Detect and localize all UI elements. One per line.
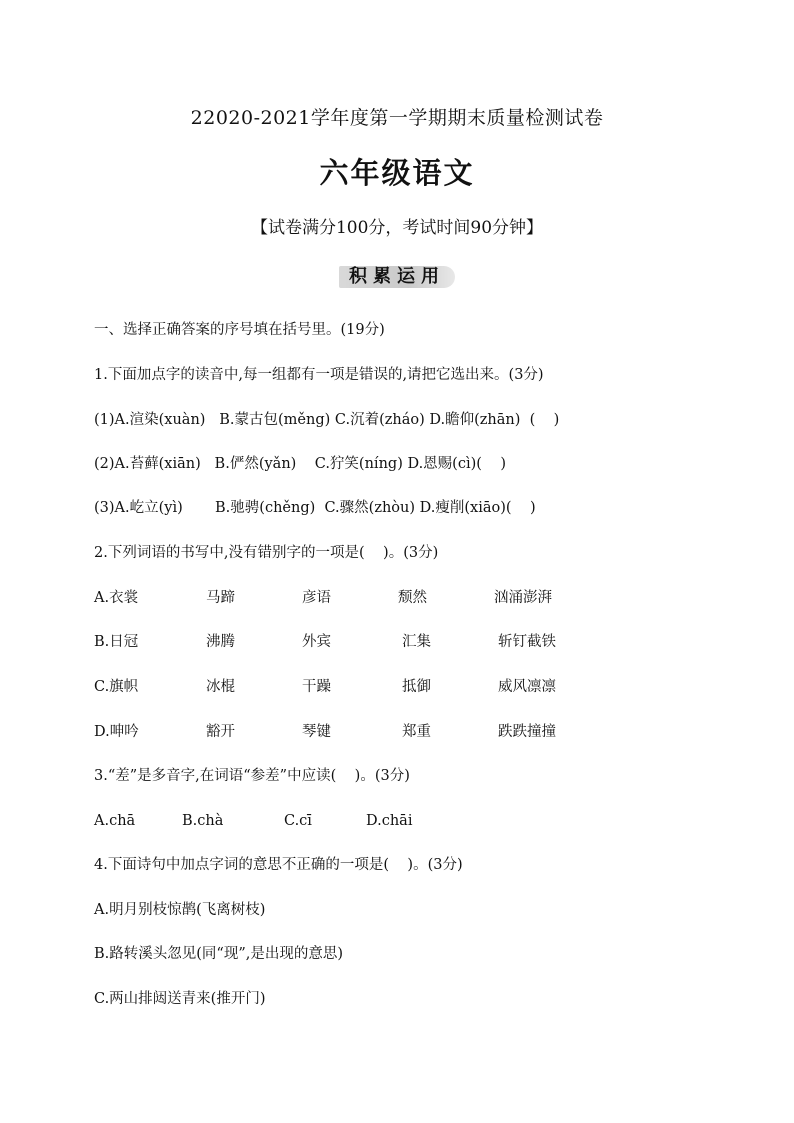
q3-stem: 3.“差”是多音字,在词语“参差”中应读( )。(3分) [94,768,410,784]
q1-stem: 1.下面加点字的读音中,每一组都有一项是错误的,请把它选出来。(3分) [94,367,544,383]
q2-b-word-4: 汇集 [402,634,431,650]
q2-a-word-3: 彦语 [302,590,331,606]
q2-b-word-1: B.日冠 [94,634,139,650]
q3-option-c: C.cī [284,813,312,829]
q1-row-1: (1)A.渲染(xuàn) B.蒙古包(měng) C.沉着(zháo) D.瞻仰(zhān) ( ) [94,412,560,428]
q4-option-c: C.两山排闼送青来(推开门) [94,991,266,1007]
q2-stem: 2.下列词语的书写中,没有错别字的一项是( )。(3分) [94,545,439,561]
q2-d-word-2: 豁开 [206,724,235,740]
section-banner-label: 积累运用 [349,266,445,287]
q2-d-word-3: 琴键 [302,724,331,740]
q2-c-word-4: 抵御 [402,679,431,695]
part1-heading: 一、选择正确答案的序号填在括号里。(19分) [94,322,385,338]
section-banner [339,264,455,290]
q2-d-word-1: D.呻吟 [94,724,139,740]
score-note: 【试卷满分100分，考试时间90分钟】 [250,218,544,238]
q2-d-word-4: 郑重 [402,724,431,740]
q4-option-a: A.明月别枝惊鹊(飞离树枝) [94,902,266,918]
q2-a-word-5: 汹涌澎湃 [494,590,552,606]
q2-c-word-3: 干躁 [302,679,331,695]
q2-a-word-1: A.衣裳 [94,590,139,606]
exam-title: 22020-2021学年度第一学期期末质量检测试卷 [190,107,604,129]
q1-row-3: (3)A.屹立(yì) B.驰骋(chěng) C.骤然(zhòu) D.瘦削(xiāo)( ) [94,500,536,516]
q2-a-word-4: 颓然 [398,590,427,606]
q2-b-word-5: 斩钉截铁 [498,634,556,650]
q2-a-word-2: 马蹄 [206,590,235,606]
q3-option-b: B.chà [182,813,224,829]
q2-b-word-3: 外宾 [302,634,331,650]
q4-option-b: B.路转溪头忽见(同“现”,是出现的意思) [94,946,344,962]
q3-option-d: D.chāi [366,813,413,829]
q2-b-word-2: 沸腾 [206,634,235,650]
q3-option-a: A.chā [94,813,136,829]
q2-c-word-2: 冰棍 [206,679,235,695]
q1-row-2: (2)A.苔藓(xiān) B.俨然(yǎn) C.狞笑(níng) D.恩赐(cì)( ) [94,456,506,472]
q2-c-word-1: C.旗帜 [94,679,139,695]
q2-c-word-5: 威风凛凛 [498,679,556,695]
subject-title: 六年级语文 [319,156,475,190]
q4-stem: 4.下面诗句中加点字词的意思不正确的一项是( )。(3分) [94,857,463,873]
q2-d-word-5: 跌跌撞撞 [498,724,556,740]
